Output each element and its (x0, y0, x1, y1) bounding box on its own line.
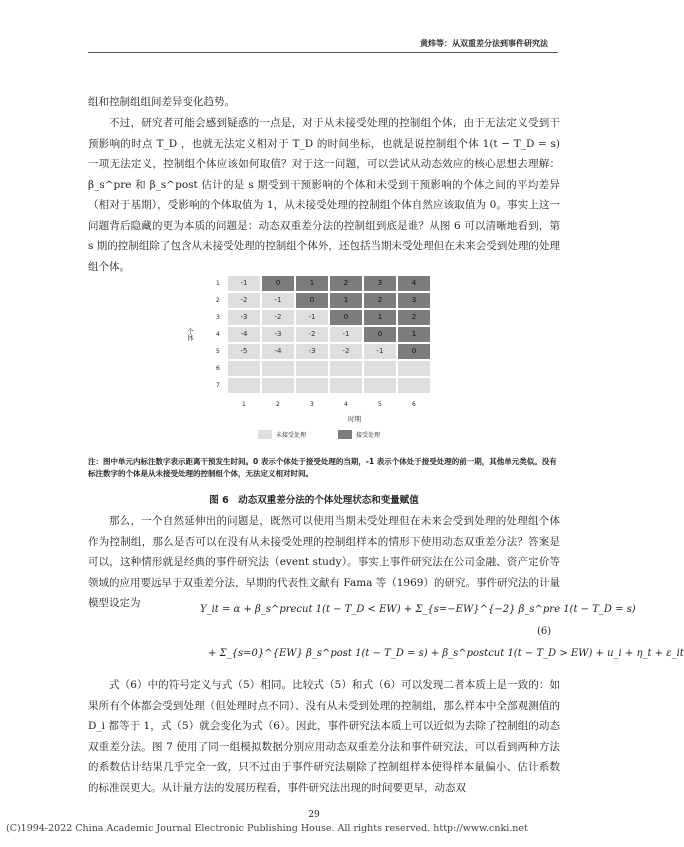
grid-cell: 3 (364, 276, 396, 291)
grid-cell: -3 (228, 310, 260, 325)
row-label: 5 (216, 348, 220, 355)
grid-cell: -2 (228, 293, 260, 308)
page-number: 29 (308, 810, 320, 820)
x-axis-label: 时期 (348, 415, 361, 423)
legend-untreated: 未接受处理 (258, 430, 306, 439)
row-label: 7 (216, 382, 220, 389)
col-label: 6 (412, 401, 416, 408)
grid-cell: 1 (330, 293, 362, 308)
grid-cell: 0 (296, 293, 328, 308)
untreated-swatch (258, 430, 272, 439)
grid-cell: -2 (330, 344, 362, 359)
grid-cell: -1 (364, 344, 396, 359)
paragraph-2: 不过，研究者可能会感到疑惑的一点是，对于从未接受处理的控制组个体，由于无法定义受到干预影响的时点 T_D ，也就无法定义相对于 T_D 的时间坐标，也就是说控制组个体 1(t − T_D = s) 一项无法定义，控制组个体应该如何取值？对于这一问题，可以尝试从动态效应的核心思想去理解：β_s^pre 和 β_s^post 估计的是 s 期受到干预影响的个体和未受到干预影响的个体之间的平均差异（相对于基期），受影响的个体取值为 1，从未接受处理的控制组个体自然应该取值为 0。事实上这一问题背后隐藏的更为本质的问题是：动态双重差分法的控制组到底是谁？从图 6 可以清晰地看到，第 s 期的控制组除了包含从未接受处理的控制组个体外，还包括当期未受处理但在未来会受到处理的处理组个体。 (88, 117, 560, 273)
col-label: 3 (310, 401, 314, 408)
grid-cell: 1 (364, 310, 396, 325)
paragraph-1: 组和控制组组间差异变化趋势。 (88, 96, 235, 108)
grid-cell: 0 (398, 344, 430, 359)
grid-cell: 4 (398, 276, 430, 291)
equation-line-1: Y_it = α + β_s^precut 1(t − T_D < EW) + Σ_{s=−EW}^{−2} β_s^pre 1(t − T_D = s) (200, 604, 636, 615)
grid-cell: 2 (364, 293, 396, 308)
grid-cell (228, 378, 260, 393)
grid-cell: -1 (330, 327, 362, 342)
grid-cell: -1 (296, 310, 328, 325)
copyright-footer: (C)1994-2022 China Academic Journal Electronic Publishing House. All rights reserved. http://www.cnki.net (6, 823, 528, 834)
header-rule (88, 52, 558, 53)
grid-cell (262, 361, 294, 376)
row-label: 3 (216, 314, 220, 321)
row-label: 4 (216, 331, 220, 338)
grid-cell (364, 361, 396, 376)
paragraph-4: 式（6）中的符号定义与式（5）相同。比较式（5）和式（6）可以发现二者本质上是一致的：如果所有个体都会受到处理（但处理时点不同）、没有从未受到处理的控制组，那么样本中全部观测值的 D_i 都等于 1，式（5）就会变化为式（6）。因此，事件研究法本质上可以近似为去除了控制组的动态双重差分法。图 7 使用了同一组模拟数据分别应用动态双重差分法和事件研究法，可以看到两种方法的系数估计结果几乎完全一致，只不过由于事件研究法剔除了控制组样本使得样本量偏小、估计系数的标准误更大。从计量方法的发展历程看，事件研究法出现的时间要更早，动态双 (88, 679, 560, 794)
equation-number: (6) (537, 626, 552, 637)
grid-cell (398, 378, 430, 393)
col-label: 1 (242, 401, 246, 408)
grid-cell: -3 (262, 327, 294, 342)
grid-cell (364, 378, 396, 393)
grid-cell: -2 (296, 327, 328, 342)
legend-treated: 接受处理 (338, 430, 380, 439)
grid-cell: 2 (398, 310, 430, 325)
grid-cell: -1 (228, 276, 260, 291)
grid-cell (296, 361, 328, 376)
grid-cell (228, 361, 260, 376)
y-axis-label: 个体 (186, 328, 194, 341)
grid-cell: 0 (364, 327, 396, 342)
paragraph-3: 那么，一个自然延伸出的问题是，既然可以使用当期未受处理但在未来会受到处理的处理组个体作为控制组，那么是否可以在没有从未接受处理的控制组样本的情形下使用动态双重差分法？答案是可以，这种情形就是经典的事件研究法（event study）。事实上事件研究法在公司金融、资产定价等领域的应用要远早于双重差分法，早期的代表性文献有 Fama 等（1969）的研究。事件研究法的计量模型设定为 (88, 515, 560, 609)
figure-note: 注：图中单元内标注数字表示距离干预发生时间。0 表示个体处于接受处理的当期，-1 表示个体处于接受处理的前一期，其他单元类似。没有标注数字的个体是从未接受处理的控制组个体，无法定义相对时间。 (88, 457, 557, 478)
grid-cell: -1 (262, 293, 294, 308)
grid-cell (262, 378, 294, 393)
grid-cell (330, 378, 362, 393)
row-label: 2 (216, 297, 220, 304)
grid-cell: -2 (262, 310, 294, 325)
grid-cell: 2 (330, 276, 362, 291)
grid-cell (398, 361, 430, 376)
row-label: 6 (216, 365, 220, 372)
equation-line-2: + Σ_{s=0}^{EW} β_s^post 1(t − T_D = s) + β_s^postcut 1(t − T_D > EW) + u_i + η_t + ε_it (208, 648, 684, 659)
grid-cell: 1 (296, 276, 328, 291)
grid-cell: 0 (262, 276, 294, 291)
running-header: 黄炜等：从双重差分法到事件研究法 (420, 39, 548, 48)
grid-cell: -4 (262, 344, 294, 359)
treated-swatch (338, 430, 352, 439)
grid-cell (296, 378, 328, 393)
grid-cell (330, 361, 362, 376)
figure-6 (180, 268, 470, 463)
row-label: 1 (216, 280, 220, 287)
grid-cell: -3 (296, 344, 328, 359)
col-label: 2 (276, 401, 280, 408)
grid-cell: 3 (398, 293, 430, 308)
grid-cell: -4 (228, 327, 260, 342)
col-label: 4 (344, 401, 348, 408)
figure-caption: 图 6 动态双重差分法的个体处理状态和变量赋值 (209, 495, 419, 506)
grid-cell: 0 (330, 310, 362, 325)
col-label: 5 (378, 401, 382, 408)
grid-cell: 1 (398, 327, 430, 342)
grid-cell: -5 (228, 344, 260, 359)
